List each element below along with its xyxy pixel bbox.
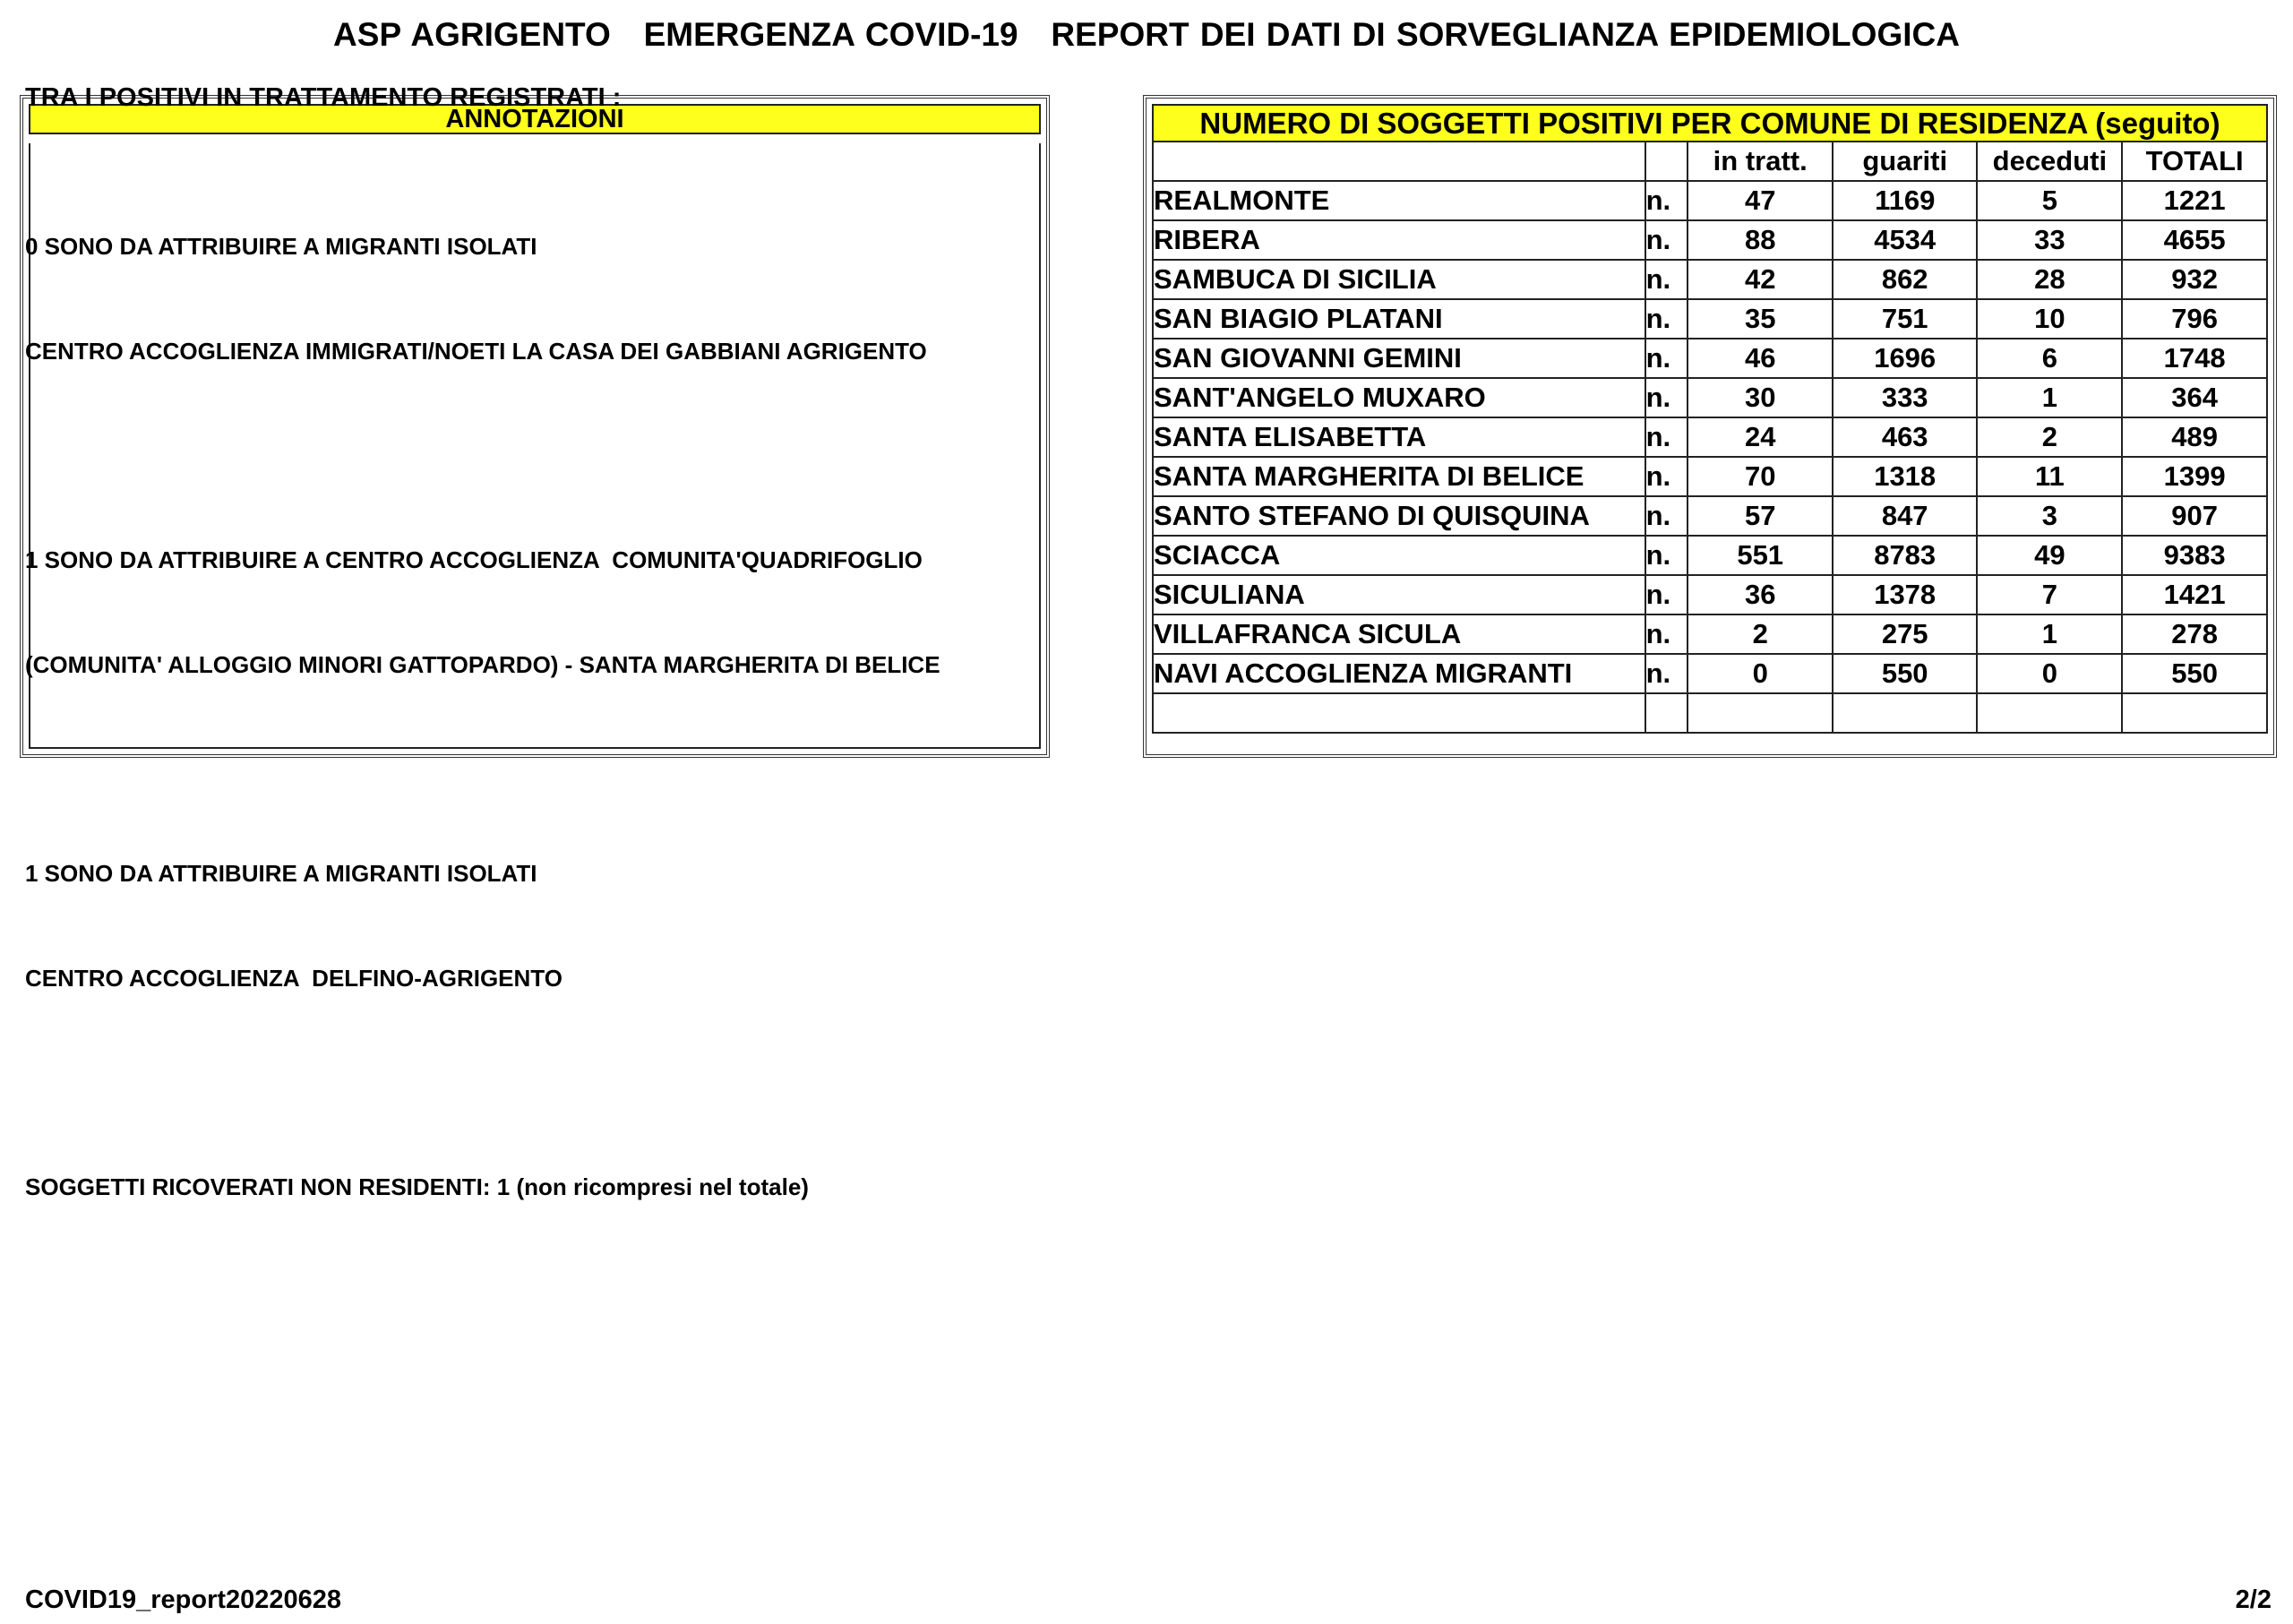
table-row xyxy=(1153,457,2267,496)
comune-cell: SCIACCA xyxy=(1153,536,1645,575)
positives-table xyxy=(1152,141,2268,734)
unit-cell: n. xyxy=(1645,260,1688,299)
guariti-cell: 550 xyxy=(1833,654,1978,693)
in-tratt-cell: 70 xyxy=(1688,457,1832,496)
deceduti-cell: 1 xyxy=(1977,614,2122,654)
comune-cell: SAMBUCA DI SICILIA xyxy=(1153,260,1645,299)
table-empty-row xyxy=(1153,693,2267,733)
totali-cell: 1748 xyxy=(2122,339,2267,378)
in-tratt-cell: 35 xyxy=(1688,299,1832,339)
guariti-cell: 847 xyxy=(1833,496,1978,536)
table-row xyxy=(1153,614,2267,654)
guariti-cell: 862 xyxy=(1833,260,1978,299)
deceduti-cell: 10 xyxy=(1977,299,2122,339)
annotation-note xyxy=(25,1100,1010,1275)
in-tratt-cell: 24 xyxy=(1688,417,1832,457)
unit-cell: n. xyxy=(1645,378,1688,417)
totali-cell: 489 xyxy=(2122,417,2267,457)
comune-cell: RIBERA xyxy=(1153,220,1645,260)
in-tratt-cell: 46 xyxy=(1688,339,1832,378)
unit-cell: n. xyxy=(1645,417,1688,457)
guariti-cell: 463 xyxy=(1833,417,1978,457)
table-row xyxy=(1153,299,2267,339)
page-title: ASP AGRIGENTO EMERGENZA COVID-19 REPORT DEI DATI DI SORVEGLIANZA EPIDEMIOLOGICA xyxy=(333,16,1960,53)
comune-cell: SAN GIOVANNI GEMINI xyxy=(1153,339,1645,378)
deceduti-cell: 28 xyxy=(1977,260,2122,299)
in-tratt-cell: 88 xyxy=(1688,220,1832,260)
totali-cell: 1421 xyxy=(2122,575,2267,614)
positives-table-panel xyxy=(1143,95,2277,758)
totali-cell: 364 xyxy=(2122,378,2267,417)
table-row xyxy=(1153,536,2267,575)
unit-cell: n. xyxy=(1645,654,1688,693)
table-row xyxy=(1153,378,2267,417)
deceduti-cell: 49 xyxy=(1977,536,2122,575)
annotations-intro: TRA I POSITIVI IN TRATTAMENTO REGISTRATI : xyxy=(25,83,622,112)
comune-cell: SANT'ANGELO MUXARO xyxy=(1153,378,1645,417)
annotation-note xyxy=(25,786,1010,1066)
column-header-in-tratt: in tratt. xyxy=(1688,142,1832,181)
annotation-note xyxy=(25,473,1010,752)
comune-cell: VILLAFRANCA SICULA xyxy=(1153,614,1645,654)
annotation-line: 1 SONO DA ATTRIBUIRE A MIGRANTI ISOLATI xyxy=(25,860,537,887)
page-number: 2/2 xyxy=(2235,1585,2272,1614)
comune-cell: REALMONTE xyxy=(1153,181,1645,220)
guariti-cell: 751 xyxy=(1833,299,1978,339)
annotations-body xyxy=(25,82,1010,1309)
guariti-cell: 275 xyxy=(1833,614,1978,654)
annotation-line: CENTRO ACCOGLIENZA IMMIGRATI/NOETI LA CASA DEI GABBIANI AGRIGENTO xyxy=(25,338,927,365)
empty-cell xyxy=(1645,693,1688,733)
report-id: COVID19_report20220628 xyxy=(25,1585,342,1614)
annotation-line: SOGGETTI RICOVERATI NON RESIDENTI: 1 (non ricompresi nel totale) xyxy=(25,1173,809,1200)
table-body xyxy=(1153,181,2267,733)
unit-cell: n. xyxy=(1645,614,1688,654)
unit-cell: n. xyxy=(1645,457,1688,496)
comune-cell: SICULIANA xyxy=(1153,575,1645,614)
totali-cell: 4655 xyxy=(2122,220,2267,260)
column-header-deceduti: deceduti xyxy=(1977,142,2122,181)
unit-cell: n. xyxy=(1645,536,1688,575)
guariti-cell: 8783 xyxy=(1833,536,1978,575)
table-row xyxy=(1153,575,2267,614)
table-header-row xyxy=(1153,142,2267,181)
unit-cell: n. xyxy=(1645,220,1688,260)
totali-cell: 796 xyxy=(2122,299,2267,339)
comune-cell: NAVI ACCOGLIENZA MIGRANTI xyxy=(1153,654,1645,693)
empty-cell xyxy=(1688,693,1832,733)
unit-cell: n. xyxy=(1645,496,1688,536)
guariti-cell: 1378 xyxy=(1833,575,1978,614)
in-tratt-cell: 36 xyxy=(1688,575,1832,614)
table-row xyxy=(1153,339,2267,378)
column-header-guariti: guariti xyxy=(1833,142,1978,181)
deceduti-cell: 11 xyxy=(1977,457,2122,496)
comune-cell: SANTA ELISABETTA xyxy=(1153,417,1645,457)
deceduti-cell: 7 xyxy=(1977,575,2122,614)
deceduti-cell: 0 xyxy=(1977,654,2122,693)
in-tratt-cell: 47 xyxy=(1688,181,1832,220)
in-tratt-cell: 2 xyxy=(1688,614,1832,654)
annotations-header: ANNOTAZIONI xyxy=(29,104,1041,134)
deceduti-cell: 1 xyxy=(1977,378,2122,417)
unit-cell: n. xyxy=(1645,339,1688,378)
deceduti-cell: 5 xyxy=(1977,181,2122,220)
annotation-line: CENTRO ACCOGLIENZA DELFINO-AGRIGENTO xyxy=(25,965,563,992)
table-title: NUMERO DI SOGGETTI POSITIVI PER COMUNE DI RESIDENZA (seguito) xyxy=(1152,104,2268,142)
in-tratt-cell: 57 xyxy=(1688,496,1832,536)
totali-cell: 907 xyxy=(2122,496,2267,536)
totali-cell: 550 xyxy=(2122,654,2267,693)
in-tratt-cell: 551 xyxy=(1688,536,1832,575)
totali-cell: 9383 xyxy=(2122,536,2267,575)
unit-cell: n. xyxy=(1645,181,1688,220)
guariti-cell: 1169 xyxy=(1833,181,1978,220)
guariti-cell: 1318 xyxy=(1833,457,1978,496)
unit-cell: n. xyxy=(1645,575,1688,614)
table-row xyxy=(1153,417,2267,457)
totali-cell: 1399 xyxy=(2122,457,2267,496)
column-header-unit xyxy=(1645,142,1688,181)
table-row xyxy=(1153,260,2267,299)
annotation-line: 1 SONO DA ATTRIBUIRE A CENTRO ACCOGLIENZA COMUNITA'QUADRIFOGLIO xyxy=(25,546,923,573)
table-row xyxy=(1153,496,2267,536)
comune-cell: SANTA MARGHERITA DI BELICE xyxy=(1153,457,1645,496)
guariti-cell: 4534 xyxy=(1833,220,1978,260)
unit-cell: n. xyxy=(1645,299,1688,339)
totali-cell: 278 xyxy=(2122,614,2267,654)
comune-cell: SAN BIAGIO PLATANI xyxy=(1153,299,1645,339)
totali-cell: 1221 xyxy=(2122,181,2267,220)
deceduti-cell: 6 xyxy=(1977,339,2122,378)
guariti-cell: 333 xyxy=(1833,378,1978,417)
annotation-note xyxy=(25,159,1010,439)
in-tratt-cell: 42 xyxy=(1688,260,1832,299)
empty-cell xyxy=(2122,693,2267,733)
deceduti-cell: 2 xyxy=(1977,417,2122,457)
totali-cell: 932 xyxy=(2122,260,2267,299)
annotation-line: 0 SONO DA ATTRIBUIRE A MIGRANTI ISOLATI xyxy=(25,233,537,260)
guariti-cell: 1696 xyxy=(1833,339,1978,378)
table-row xyxy=(1153,181,2267,220)
column-header-totali: TOTALI xyxy=(2122,142,2267,181)
column-header-comune xyxy=(1153,142,1645,181)
table-row xyxy=(1153,654,2267,693)
in-tratt-cell: 0 xyxy=(1688,654,1832,693)
table-row xyxy=(1153,220,2267,260)
empty-cell xyxy=(1833,693,1978,733)
empty-cell xyxy=(1977,693,2122,733)
comune-cell: SANTO STEFANO DI QUISQUINA xyxy=(1153,496,1645,536)
in-tratt-cell: 30 xyxy=(1688,378,1832,417)
empty-cell xyxy=(1153,693,1645,733)
deceduti-cell: 3 xyxy=(1977,496,2122,536)
deceduti-cell: 33 xyxy=(1977,220,2122,260)
annotation-line: (COMUNITA' ALLOGGIO MINORI GATTOPARDO) - SANTA MARGHERITA DI BELICE xyxy=(25,651,940,678)
